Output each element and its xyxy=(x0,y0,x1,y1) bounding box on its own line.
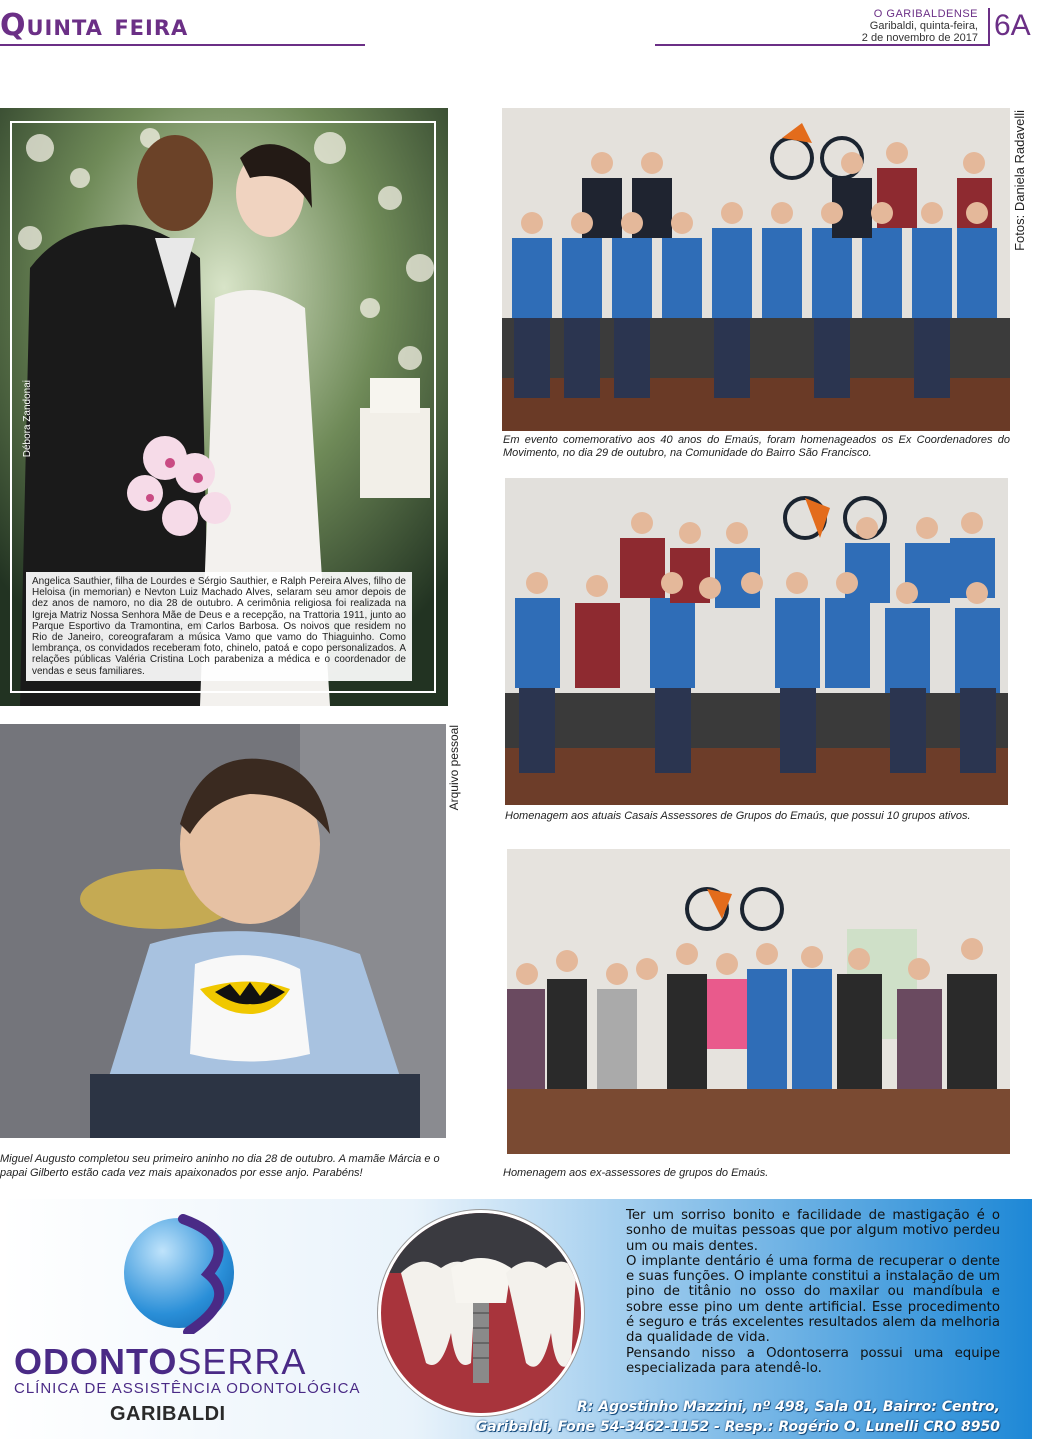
paper-name: O GARIBALDENSE xyxy=(873,8,978,20)
odontoserra-subtitle: CLÍNICA DE ASSISTÊNCIA ODONTOLÓGICA xyxy=(14,1380,361,1397)
wedding-photo-credit: Débora Zandonai xyxy=(22,380,33,458)
group-photo-current-advisors xyxy=(505,478,1008,805)
ad-paragraph-3: Pensando nisso a Odontoserra possui uma equipe especializada para atendê-lo. xyxy=(626,1345,1000,1376)
odontoserra-logo-swoosh-icon xyxy=(178,1214,248,1334)
ad-paragraph-2: O implante dentário é uma forma de recuperar o dente e suas funções. O implante constitui a instalação de um pino de titânio no osso do maxilar ou mandíbula e sobre esse pino um dente artificial. Esse procedimento é seguro e trás excelentes resultados alem da melhoria da qualidade de vida. xyxy=(626,1253,1000,1346)
section-title: Quinta feira xyxy=(0,8,189,43)
page-number: 6A xyxy=(988,8,1031,44)
dateline-line-2: 2 de novembro de 2017 xyxy=(861,32,978,44)
wedding-caption: Angelica Sauthier, filha de Lourdes e Sérgio Sauthier, e Ralph Pereira Alves, filho de Heloisa (in memorian) e Nevton Luiz Machado Alves, selaram seu amor depois de dez anos de namoro, no dia 28 de outubro. A cerimônia religiosa foi realizada na Igreja Matriz Nossa Senhora Mãe de Deus e a recepção, na Trattoria 1911, junto ao Parque Esportivo da Tramontina, em Carlos Barbosa. Os noivos que residem no Rio de Janeiro, coreografaram a música Vamo que vamo do Thiaguinho. Como lembrança, os convidados receberam foto, chinelo, patoá e copo personalizados. A relações públicas Valéria Cristina Loch parabeniza a médica e o coordenador de vendas e seus familiares. xyxy=(26,572,412,681)
odontoserra-brand xyxy=(14,1342,306,1382)
odontoserra-body-text xyxy=(626,1208,1000,1376)
dental-implant-image xyxy=(378,1210,584,1416)
group-photo-ex-coordinators xyxy=(502,108,1010,431)
group-photo-ex-advisors-caption: Homenagem aos ex-assessores de grupos do Emaús. xyxy=(503,1167,769,1179)
group-photo-ex-advisors xyxy=(507,849,1010,1154)
baby-caption: Miguel Augusto completou seu primeiro aninho no dia 28 de outubro. A mamãe Márcia e o papai Gilberto estão cada vez mais apaixonados por esse anjo. Parabéns! xyxy=(0,1153,440,1179)
baby-photo xyxy=(0,724,446,1138)
odontoserra-address xyxy=(470,1397,1000,1437)
ad-paragraph-1: Ter um sorriso bonito e facilidade de mastigação é o sonho de muitas pessoas que por algum motivo perdeu um ou mais dentes. xyxy=(626,1208,1000,1254)
dateline-line-1: Garibaldi, quinta-feira, xyxy=(869,20,978,32)
group-photo-current-advisors-caption: Homenagem aos atuais Casais Assessores de Grupos do Emaús, que possui 10 grupos ativos. xyxy=(505,810,971,822)
brand-serra: SERRA xyxy=(177,1341,307,1382)
group-photo-ex-coordinators-caption: Em evento comemorativo aos 40 anos do Emaús, foram homenageados os Ex Coordenadores do Movimento, no dia 29 de outubro, na Comunidade do Bairro São Francisco. xyxy=(503,434,1010,459)
brand-odonto: ODONTO xyxy=(14,1341,178,1382)
header-dateline xyxy=(862,8,978,44)
header-rule-right xyxy=(655,44,990,46)
odontoserra-city: GARIBALDI xyxy=(110,1403,226,1425)
address-line-2: Garibaldi, Fone 54-3462-1152 - Resp.: Rogério O. Lunelli CRO 8950 xyxy=(475,1419,1000,1435)
address-line-1: R: Agostinho Mazzini, nº 498, Sala 01, Bairro: Centro, xyxy=(577,1399,1000,1415)
baby-photo-credit: Arquivo pessoal xyxy=(447,725,461,811)
header-rule-left xyxy=(0,44,365,46)
group-photos-credit: Fotos: Daniela Radavelli xyxy=(1012,110,1027,251)
